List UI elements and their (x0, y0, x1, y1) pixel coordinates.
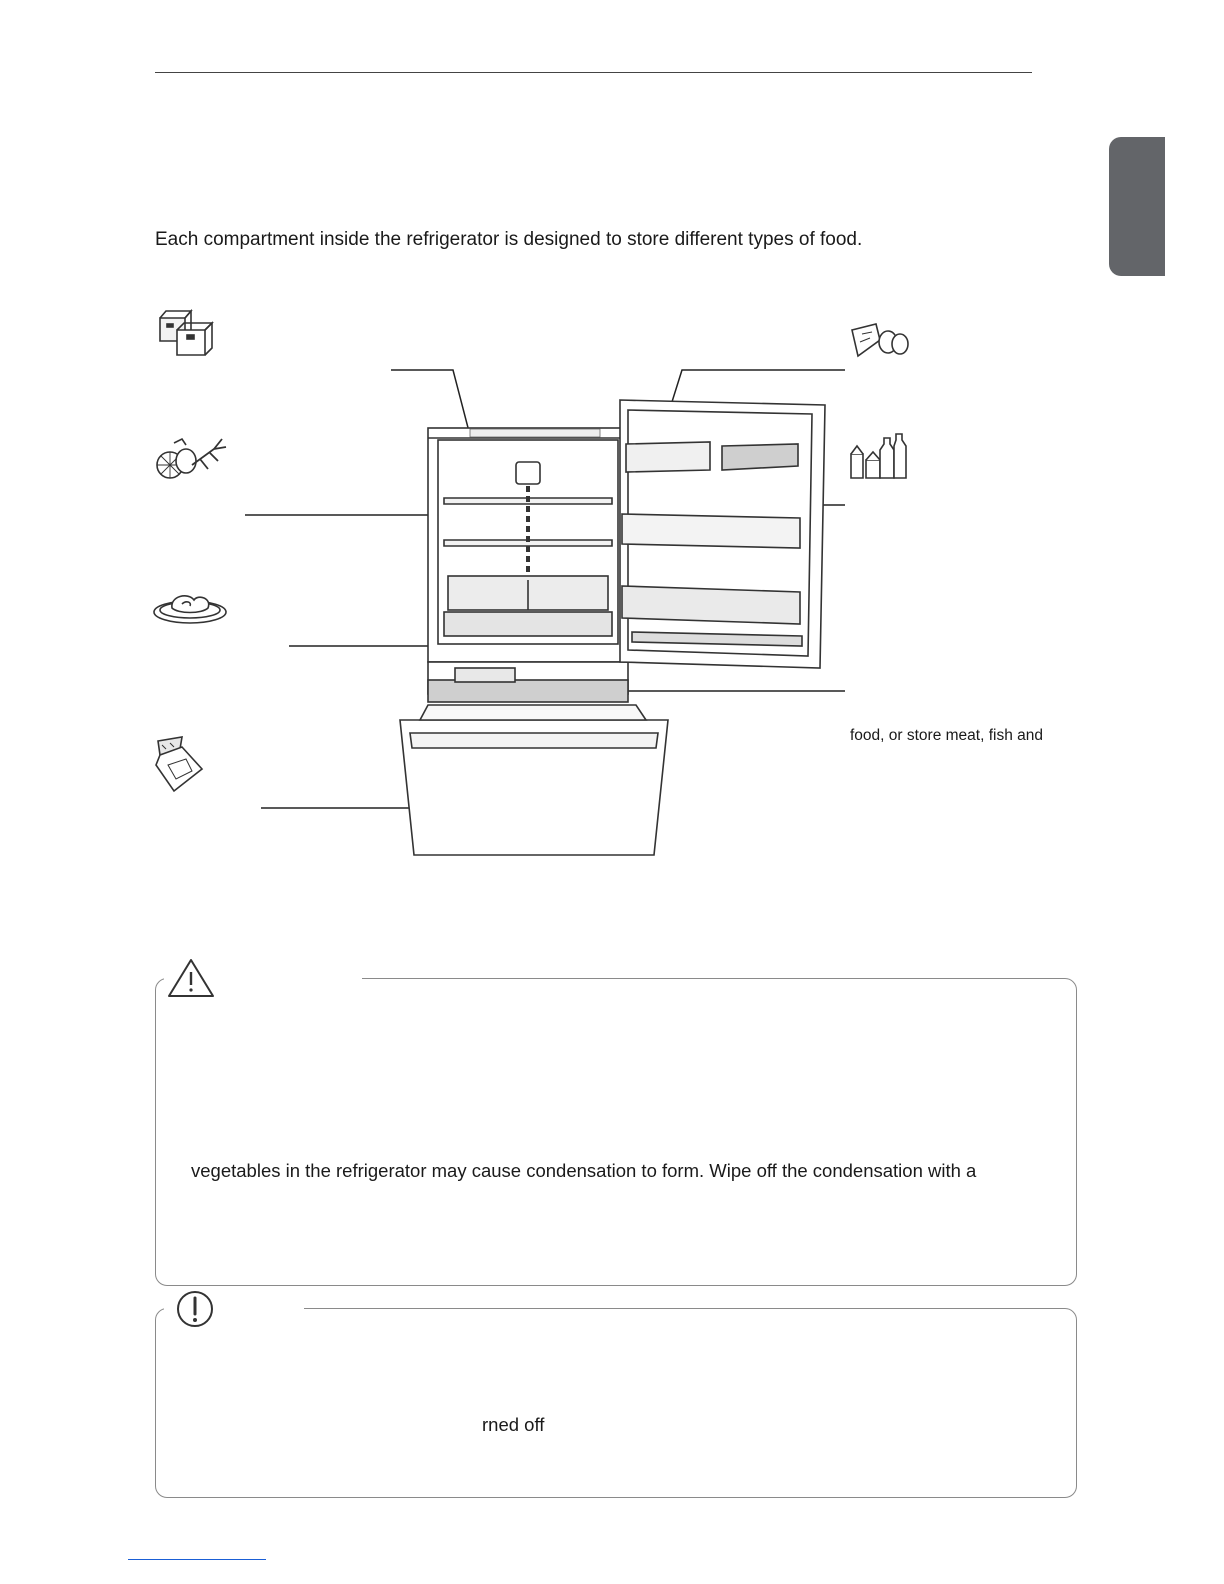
note-header-rule (304, 1308, 1062, 1309)
caution-header-rule (362, 978, 1062, 979)
intro-text: Each compartment inside the refrigerator is designed to store different types of food. (155, 229, 863, 250)
caution-text-fragment: vegetables in the refrigerator may cause condensation to form. Wipe off the condensation with a (191, 1160, 977, 1181)
footer-link-underline[interactable] (128, 1559, 266, 1560)
note-text-fragment: rned off (482, 1414, 545, 1435)
exclamation-circle-icon (174, 1290, 216, 1328)
warning-triangle-icon (166, 957, 216, 999)
caution-box (155, 978, 1077, 1286)
note-box (155, 1308, 1077, 1498)
compartment-description-fragment: food, or store meat, fish and (850, 727, 1043, 744)
